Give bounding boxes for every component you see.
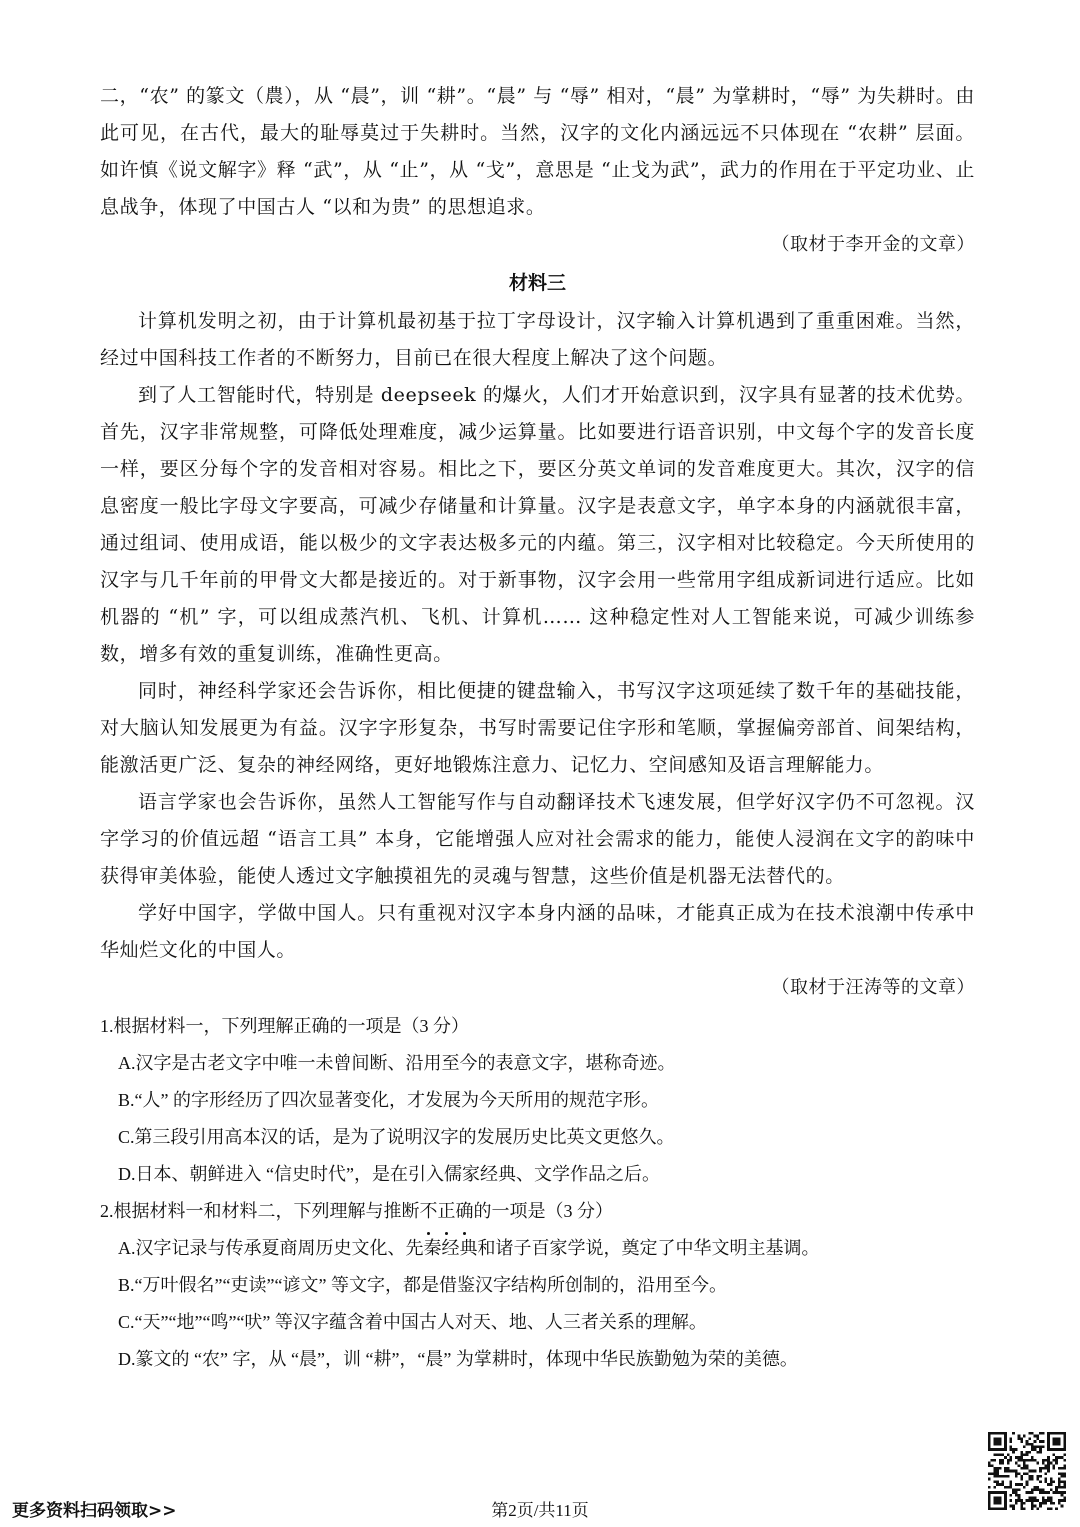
question-2-option-b: B.“万叶假名”“吏读”“谚文” 等文字，都是借鉴汉字结构所创制的，沿用至今。 xyxy=(118,1275,727,1295)
material3-paragraph-2: 到了人工智能时代，特别是 deepseek 的爆火，人们才开始意识到，汉字具有显著的技术优势。首先，汉字非常规整，可降低处理难度，减少运算量。比如要进行语音识别，中文每个字的发音长度一样，要区分每个字的发音相对容易。相比之下，要区分英文单词的发音难度更大。其次，汉字的信息密度一般比字母文字要高，可减少存储量和计算量。汉字是表意文字，单字本身的内涵就很丰富，通过组词、使用成语，能以极少的文字表达极多元的内蕴。第三，汉字相对比较稳定。今天所使用的汉字与几千年前的甲骨文大都是接近的。对于新事物，汉字会用一些常用字组成新词进行适应。比如机器的 “机” 字，可以组成蒸汽机、飞机、计算机…… 这种稳定性对人工智能来说，可减少训练参数，增多有效的重复训练，准确性更高。 xyxy=(100,384,975,665)
question-2-stem-after: 的一项是（3 分） xyxy=(473,1201,613,1221)
emphasis-char-1: 不 xyxy=(420,1193,438,1230)
question-2-option-c: C.“天”“地”“鸣”“吠” 等汉字蕴含着中国古人对天、地、人三者关系的理解。 xyxy=(118,1312,707,1332)
question-1-option-c: C.第三段引用高本汉的话，是为了说明汉字的发展历史比英文更悠久。 xyxy=(118,1127,675,1147)
question-1-stem: 1.根据材料一，下列理解正确的一项是（3 分） xyxy=(100,1016,469,1036)
emphasis-char-3: 确 xyxy=(456,1193,474,1230)
question-1-option-b: B.“人” 的字形经历了四次显著变化，才发展为今天所用的规范字形。 xyxy=(118,1090,659,1110)
question-1-option-d: D.日本、朝鲜进入 “信史时代”，是在引入儒家经典、文学作品之后。 xyxy=(118,1164,660,1184)
footer-more-resources[interactable]: 更多资料扫码领取>> xyxy=(12,1501,177,1521)
material3-source: （取材于汪涛等的文章） xyxy=(771,977,975,998)
material3-title: 材料三 xyxy=(508,272,566,294)
page-content xyxy=(100,78,975,1378)
emphasis-char-2: 正 xyxy=(438,1193,456,1230)
material3-paragraph-3: 同时，神经科学家还会告诉你，相比便捷的键盘输入，书写汉字这项延续了数千年的基础技能，对大脑认知发展更为有益。汉字字形复杂，书写时需要记住字形和笔顺，掌握偏旁部首、间架结构，能激活更广泛、复杂的神经网络，更好地锻炼注意力、记忆力、空间感知及语言理解能力。 xyxy=(100,680,975,776)
material3-paragraph-5: 学好中国字，学做中国人。只有重视对汉字本身内涵的品味，才能真正成为在技术浪潮中传承中华灿烂文化的中国人。 xyxy=(100,902,975,961)
footer-page-number: 第2页/共11页 xyxy=(491,1501,589,1520)
material2-tail-paragraph: 二，“农” 的篆文（農），从 “晨”，训 “耕”。“晨” 与 “辱” 相对，“晨” 为掌耕时，“辱” 为失耕时。由此可见，在古代，最大的耻辱莫过于失耕时。当然，汉字的文化内涵远远不只体现在 “农耕” 层面。如许慎《说文解字》释 “武”，从 “止”，从 “戈”，意思是 “止戈为武”，武力的作用在于平定功业、止息战争，体现了中国古人 “以和为贵” 的思想追求。 xyxy=(100,85,975,218)
question-2-option-d: D.篆文的 “农” 字，从 “晨”，训 “耕”，“晨” 为掌耕时，体现中华民族勤勉为荣的美德。 xyxy=(118,1349,798,1369)
material3-paragraph-1: 计算机发明之初，由于计算机最初基于拉丁字母设计，汉字输入计算机遇到了重重困难。当然，经过中国科技工作者的不断努力，目前已在很大程度上解决了这个问题。 xyxy=(100,310,975,369)
question-2-stem xyxy=(100,1193,975,1230)
material2-source: （取材于李开金的文章） xyxy=(771,234,975,255)
question-2-option-a: A.汉字记录与传承夏商周历史文化、先秦经典和诸子百家学说，奠定了中华文明主基调。 xyxy=(118,1238,820,1258)
question-2-stem-before: 2.根据材料一和材料二，下列理解与推断 xyxy=(100,1201,420,1221)
questions-section xyxy=(100,1008,975,1378)
question-1-option-a: A.汉字是古老文字中唯一未曾间断、沿用至今的表意文字，堪称奇迹。 xyxy=(118,1053,676,1073)
material3-paragraph-4: 语言学家也会告诉你，虽然人工智能写作与自动翻译技术飞速发展，但学好汉字仍不可忽视。汉字学习的价值远超 “语言工具” 本身，它能增强人应对社会需求的能力，能使人浸润在文字的韵味中获得审美体验，能使人透过文字触摸祖先的灵魂与智慧，这些价值是机器无法替代的。 xyxy=(100,791,975,887)
